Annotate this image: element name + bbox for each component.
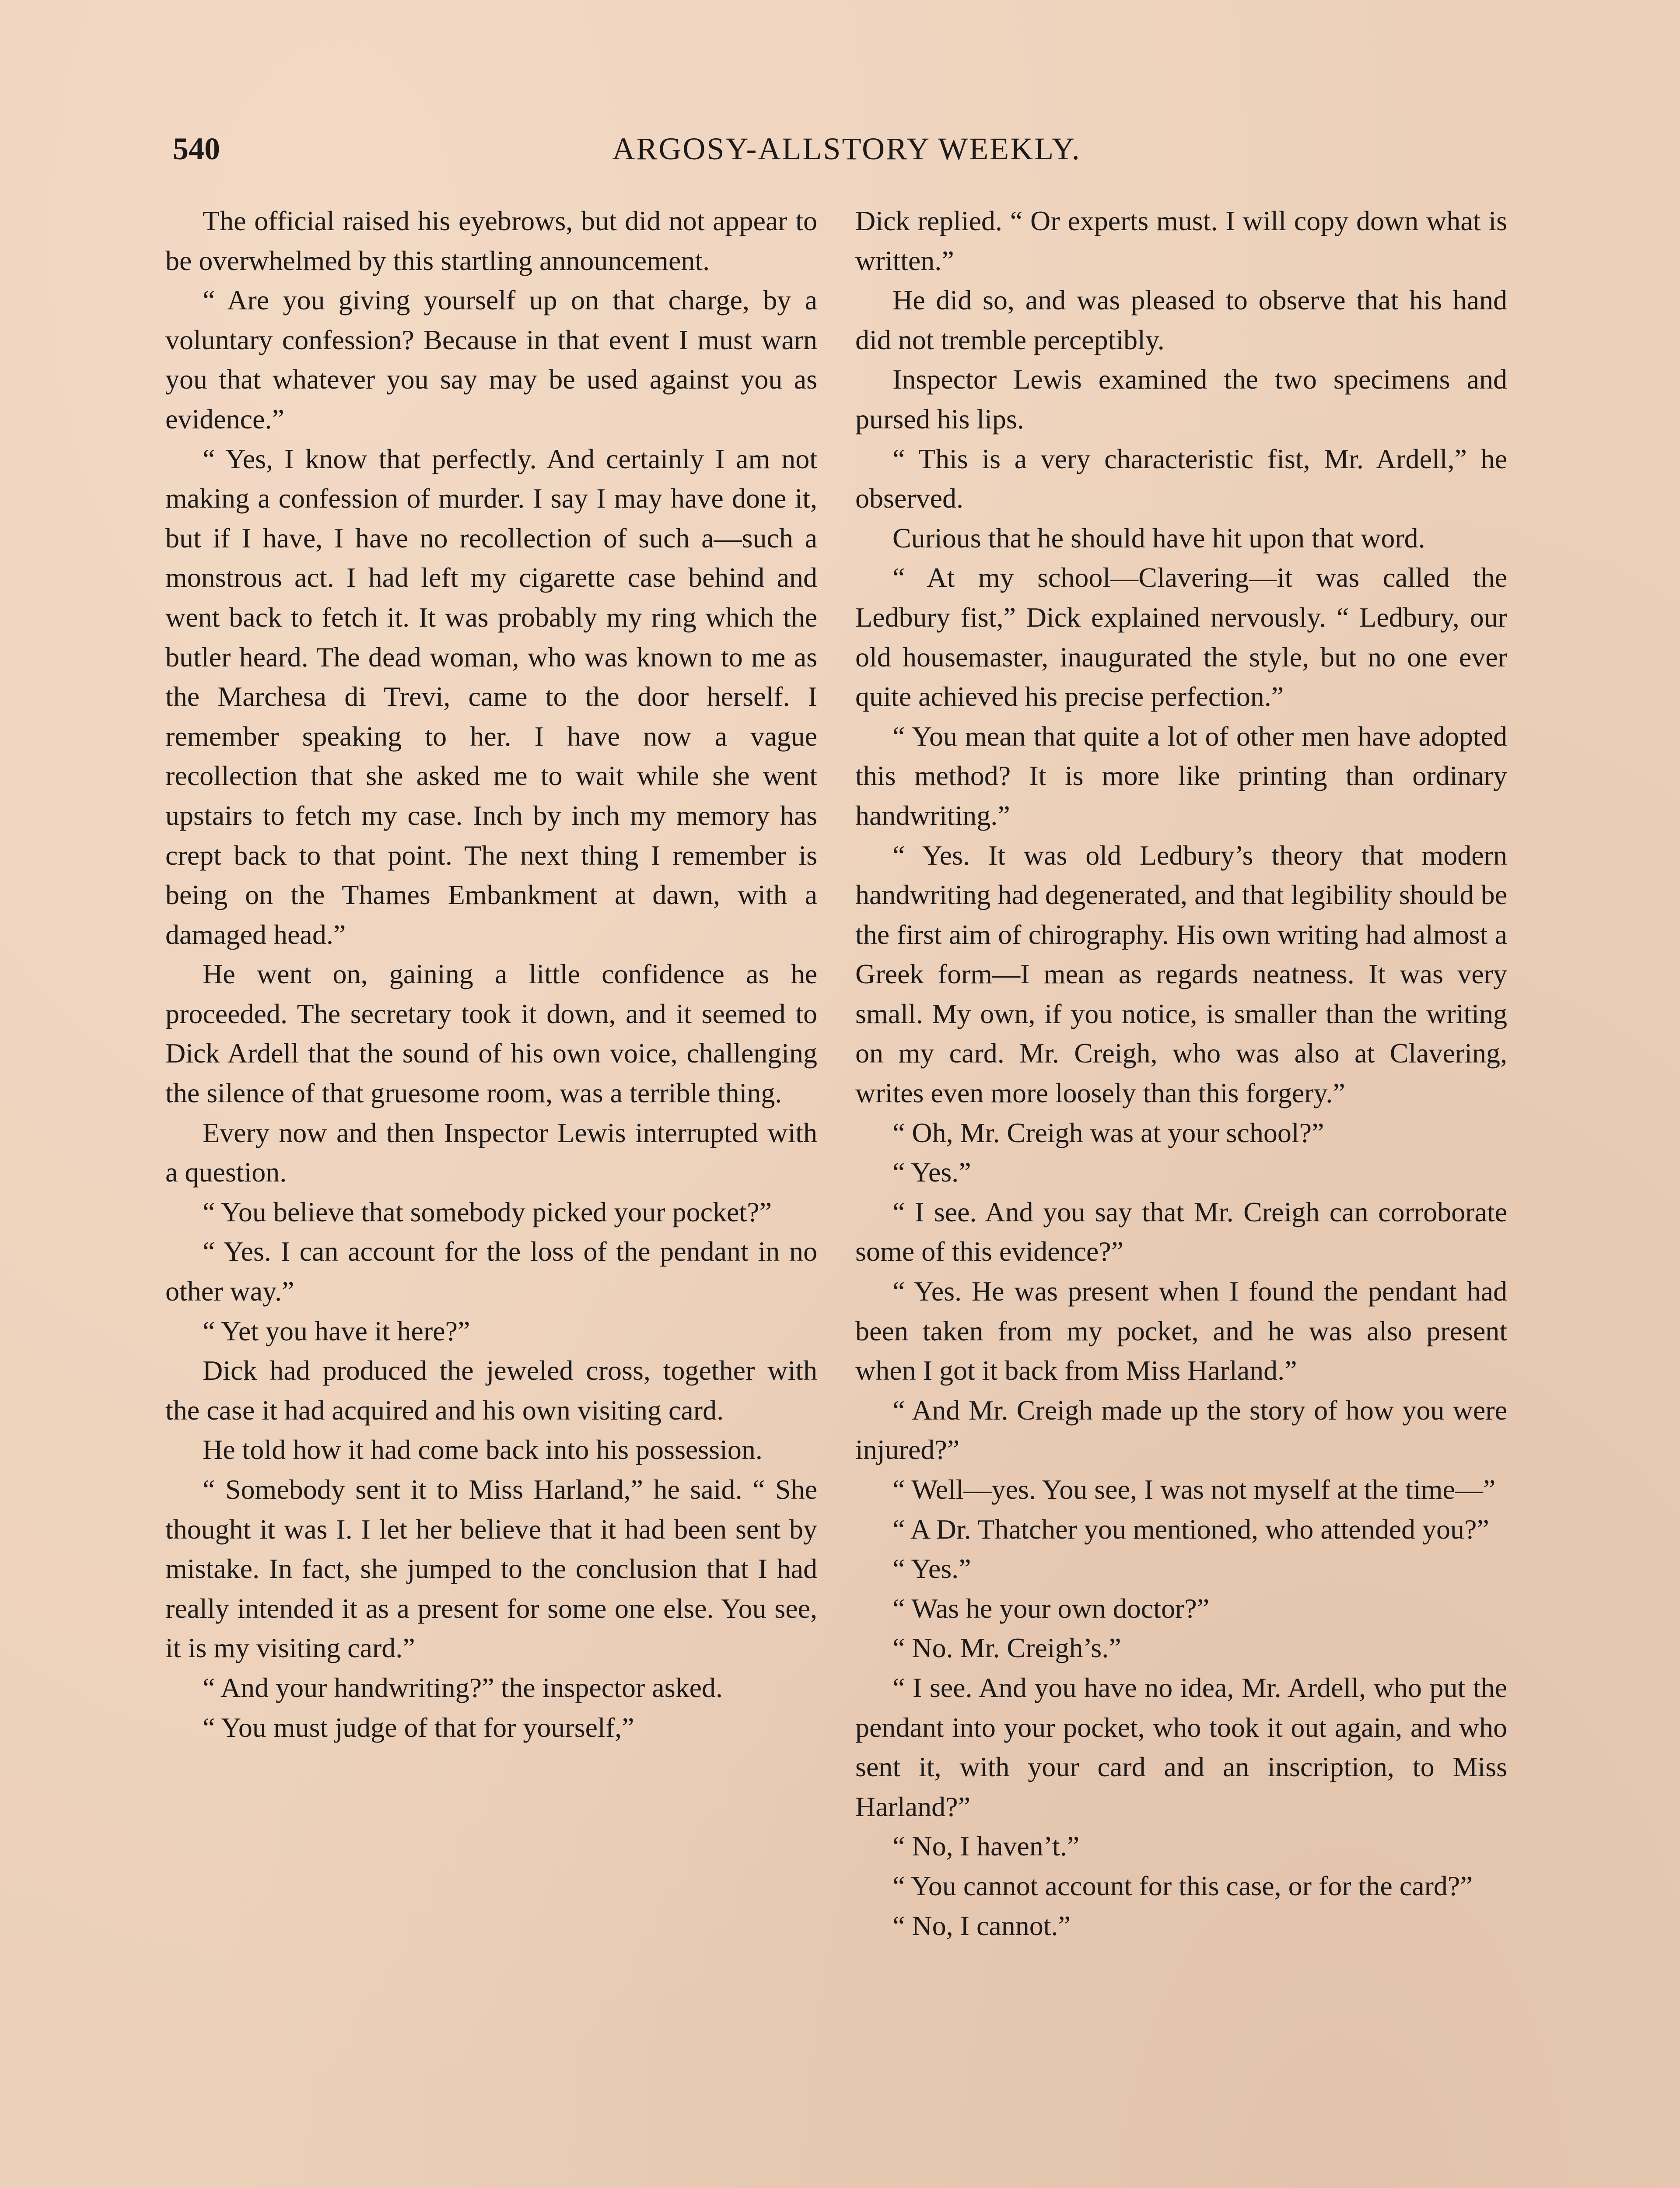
paragraph: “ This is a very characteristic fist, Mr. Ardell,” he observed. [855,443,1507,514]
paragraph: “ No, I haven’t.” [892,1830,1080,1862]
paragraph: “ No. Mr. Creigh’s.” [892,1632,1121,1664]
paragraph: “ A Dr. Thatcher you mentioned, who attended you?” [892,1513,1489,1545]
paragraph: “ Well—yes. You see, I was not myself at the time—” [892,1474,1496,1505]
paragraph: Dick replied. “ Or experts must. I will copy down what is written.” [855,205,1507,276]
paragraph: He went on, gaining a little confidence as he proceeded. The secretary took it down, and it seemed to Dick Ardell that the sound of his own voice, challenging the silence of that gruesome room, was a terrible thing. [165,958,817,1109]
paragraph: Curious that he should have hit upon that word. [892,522,1425,554]
text-column-right [855,201,1507,1946]
paragraph: “ Oh, Mr. Creigh was at your school?” [892,1117,1324,1148]
paragraph: “ I see. And you say that Mr. Creigh can corroborate some of this evidence?” [855,1196,1507,1267]
paragraph: “ Yes. He was present when I found the pendant had been taken from my pocket, and he was also present when I got it back from Miss Harland.” [855,1276,1507,1386]
paragraph: “ Are you giving yourself up on that charge, by a voluntary confession? Because in that event I must warn you that whatever you say may be used against you as evidence.” [165,284,817,435]
text-column-left [165,201,817,1747]
paragraph: “ Somebody sent it to Miss Harland,” he said. “ She thought it was I. I let her believe that it had been sent by mistake. In fact, she jumped to the conclusion that I had really intended it as a present for some one else. You see, it is my visiting card.” [165,1474,817,1664]
paragraph: The official raised his eyebrows, but did not appear to be overwhelmed by this startling announcement. [165,205,817,276]
paragraph: Every now and then Inspector Lewis interrupted with a question. [165,1117,817,1188]
paragraph: “ Was he your own doctor?” [892,1592,1210,1624]
page-number: 540 [173,131,220,166]
paragraph: “ Yet you have it here?” [203,1315,470,1346]
paragraph: “ Yes.” [892,1553,971,1585]
paragraph: “ Yes. It was old Ledbury’s theory that modern handwriting had degenerated, and that legibility should be the first aim of chirography. His own writing had almost a Greek form—I mean as regards neatness. It was very small. My own, if you notice, is smaller than the writing on my card. Mr. Creigh, who was also at Clavering, writes even more loosely than this forgery.” [855,839,1507,1109]
paragraph: He did so, and was pleased to observe that his hand did not tremble perceptibly. [855,284,1507,355]
paragraph: “ I see. And you have no idea, Mr. Ardell, who put the pendant into your pocket, who took it out again, and who sent it, with your card and an inscription, to Miss Harland?” [855,1672,1507,1822]
paragraph: “ And your handwriting?” the inspector asked. [203,1672,723,1703]
paragraph: “ Yes. I can account for the loss of the pendant in no other way.” [165,1236,817,1307]
paragraph: “ No, I cannot.” [892,1910,1071,1941]
paragraph: “ You must judge of that for yourself,” [203,1711,634,1743]
paragraph: “ Yes, I know that perfectly. And certainly I am not making a confession of murder. I say I may have done it, but if I have, I have no recollection of such a—such a monstrous act. I had left my cigarette case behind and went back to fetch it. It was probably my ring which the butler heard. The dead woman, who was known to me as the Marchesa di Trevi, came to the door herself. I remember speaking to her. I have now a vague recollection that she asked me to wait while she went upstairs to fetch my case. Inch by inch my memory has crept back to that point. The next thing I remember is being on the Thames Embankment at dawn, with a damaged head.” [165,443,817,950]
paragraph: “ Yes.” [892,1157,971,1188]
paragraph: “ And Mr. Creigh made up the story of how you were injured?” [855,1394,1507,1466]
paragraph: Inspector Lewis examined the two specimens and pursed his lips. [855,364,1507,435]
paragraph: He told how it had come back into his possession. [203,1434,763,1466]
paragraph: Dick had produced the jeweled cross, together with the case it had acquired and his own visiting card. [165,1355,817,1426]
paragraph: “ You cannot account for this case, or for the card?” [892,1870,1473,1901]
running-title: ARGOSY-ALLSTORY WEEKLY. [612,131,1081,166]
page-header [173,127,1520,171]
paragraph: “ You mean that quite a lot of other men have adopted this method? It is more like printing than ordinary handwriting.” [855,720,1507,831]
paragraph: “ You believe that somebody picked your pocket?” [203,1196,772,1227]
paragraph: “ At my school—Clavering—it was called the Ledbury fist,” Dick explained nervously. “ Ledbury, our old housemaster, inaugurated the style, but no one ever quite achieved his precise perfection.” [855,562,1507,712]
